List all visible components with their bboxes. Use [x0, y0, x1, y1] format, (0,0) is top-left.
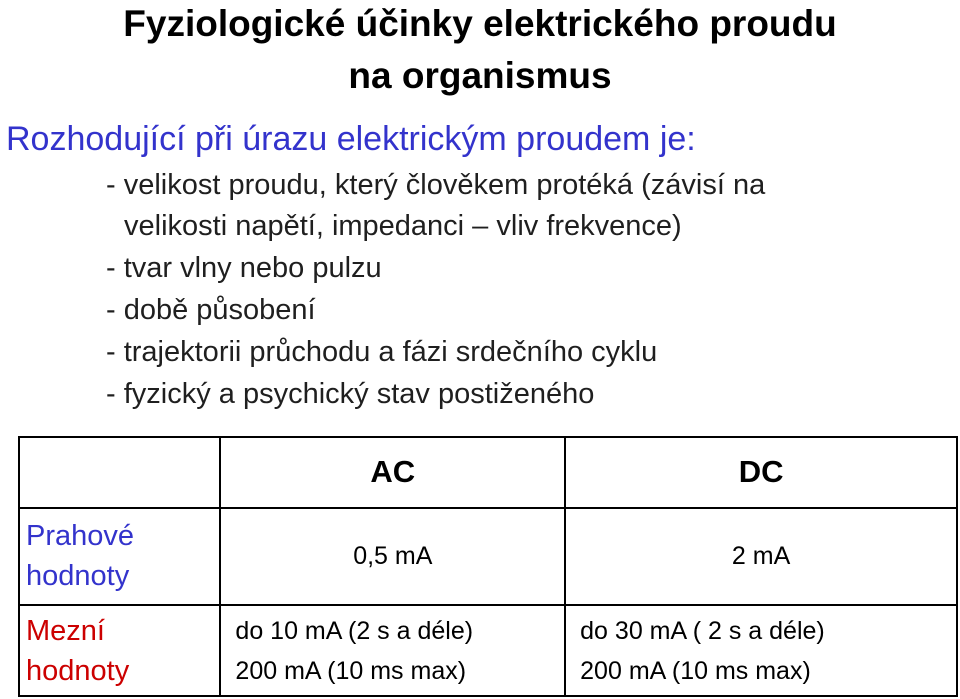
- table-header-ac: AC: [220, 437, 565, 508]
- limit-dc-values: [565, 605, 957, 696]
- table-row-limit: [19, 605, 957, 696]
- table-header-empty: [19, 437, 220, 508]
- limit-ac-value-1: do 10 mA (2 s a déle): [235, 616, 474, 645]
- row-label-threshold: [19, 508, 220, 606]
- bullet-current-size: - velikost proudu, který člověkem protéká (závisí na: [106, 169, 766, 201]
- subtitle: Rozhodující při úrazu elektrickým proudem je:: [6, 120, 696, 158]
- slide-title-line-2: na organismus: [348, 55, 612, 96]
- row-label-limit-line-1: Mezní: [26, 614, 105, 647]
- table-header-row: [19, 437, 957, 508]
- bullet-trajectory: - trajektorii průchodu a fázi srdečního cyklu: [106, 336, 658, 368]
- slide-title-line-1: Fyziologické účinky elektrického proudu: [123, 3, 837, 44]
- threshold-dc-value: 2 mA: [565, 508, 957, 606]
- row-label-threshold-line-1: Prahové: [26, 520, 135, 553]
- limit-dc-value-2: 200 mA (10 ms max): [580, 656, 811, 685]
- current-limits-table: [18, 436, 958, 697]
- bullet-current-size-continued: velikosti napětí, impedanci – vliv frekvence): [124, 210, 682, 242]
- bullet-condition: - fyzický a psychický stav postiženého: [106, 378, 595, 410]
- row-label-threshold-line-2: hodnoty: [26, 560, 130, 593]
- row-label-limit: [19, 605, 220, 696]
- limit-ac-values: [220, 605, 565, 696]
- row-label-limit-line-2: hodnoty: [26, 654, 130, 687]
- limit-dc-value-1: do 30 mA ( 2 s a déle): [580, 616, 825, 645]
- bullet-waveform: - tvar vlny nebo pulzu: [106, 252, 382, 284]
- table-row-threshold: [19, 508, 957, 606]
- limit-ac-value-2: 200 mA (10 ms max): [235, 656, 467, 685]
- bullet-duration: - době působení: [106, 294, 316, 326]
- table-header-dc: DC: [565, 437, 957, 508]
- threshold-ac-value: 0,5 mA: [220, 508, 565, 606]
